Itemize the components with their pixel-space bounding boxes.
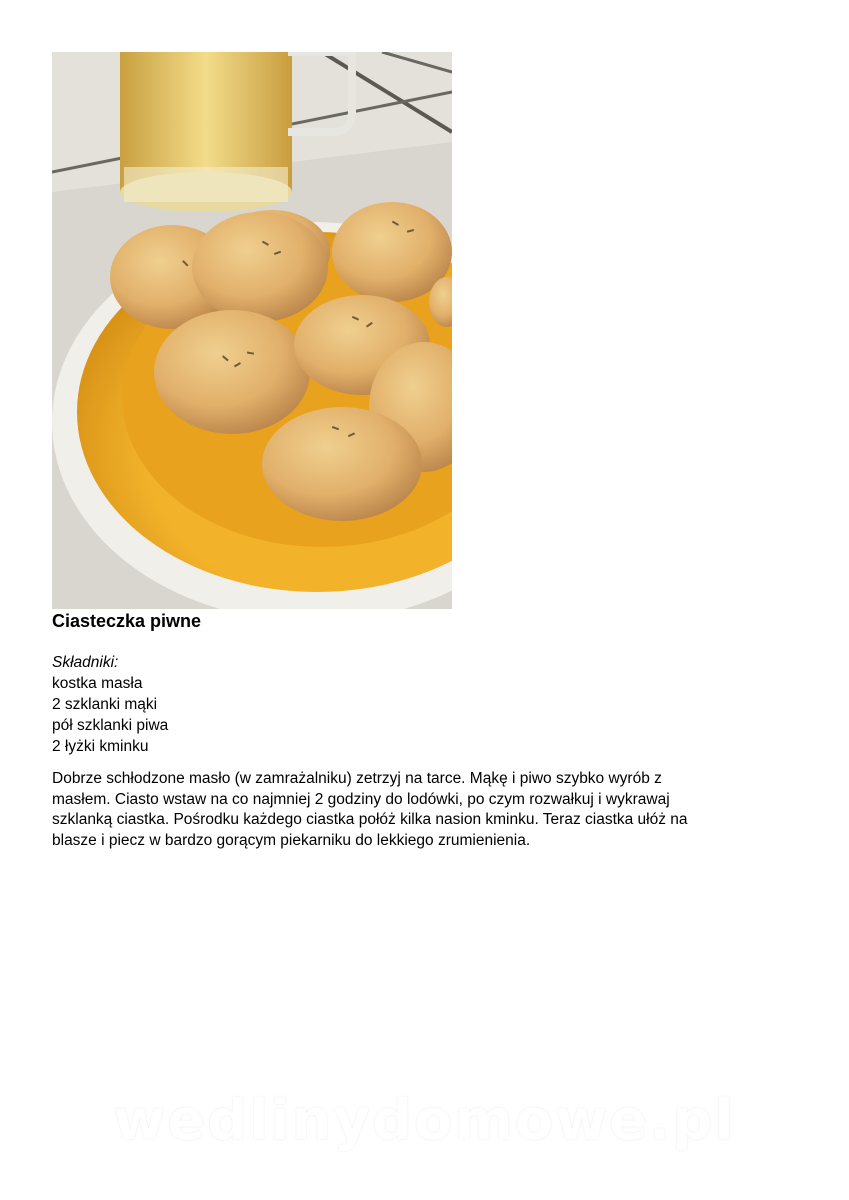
instructions-line: szklanką ciastka. Pośrodku każdego ciastka połóż kilka nasion kminku. Teraz ciastka ułóż na [52,811,688,828]
ingredient-item: pół szklanki piwa [52,717,169,734]
instructions-paragraph [52,769,782,851]
ingredients-list [52,673,168,757]
ingredient-item: 2 szklanki mąki [52,696,158,713]
instructions-line: blasze i piecz w bardzo gorącym piekarniku do lekkiego zrumienienia. [52,831,531,849]
ingredient-item: kostka masła [52,675,143,692]
recipe-title: Ciasteczka piwne [52,611,202,631]
ingredients-section [52,652,168,757]
recipe-photo [52,52,452,609]
watermark: wedlinydomowe.pl [113,1088,736,1153]
ingredients-label: Składniki: [52,654,119,671]
ingredient-item: 2 łyżki kminku [52,738,149,755]
instructions-line: masłem. Ciasto wstaw na co najmniej 2 godziny do lodówki, po czym rozwałkuj i wykrawaj [52,790,670,808]
instructions-line: Dobrze schłodzone masło (w zamrażalniku) zetrzyj na tarce. Mąkę i piwo szybko wyrób z [52,770,662,787]
